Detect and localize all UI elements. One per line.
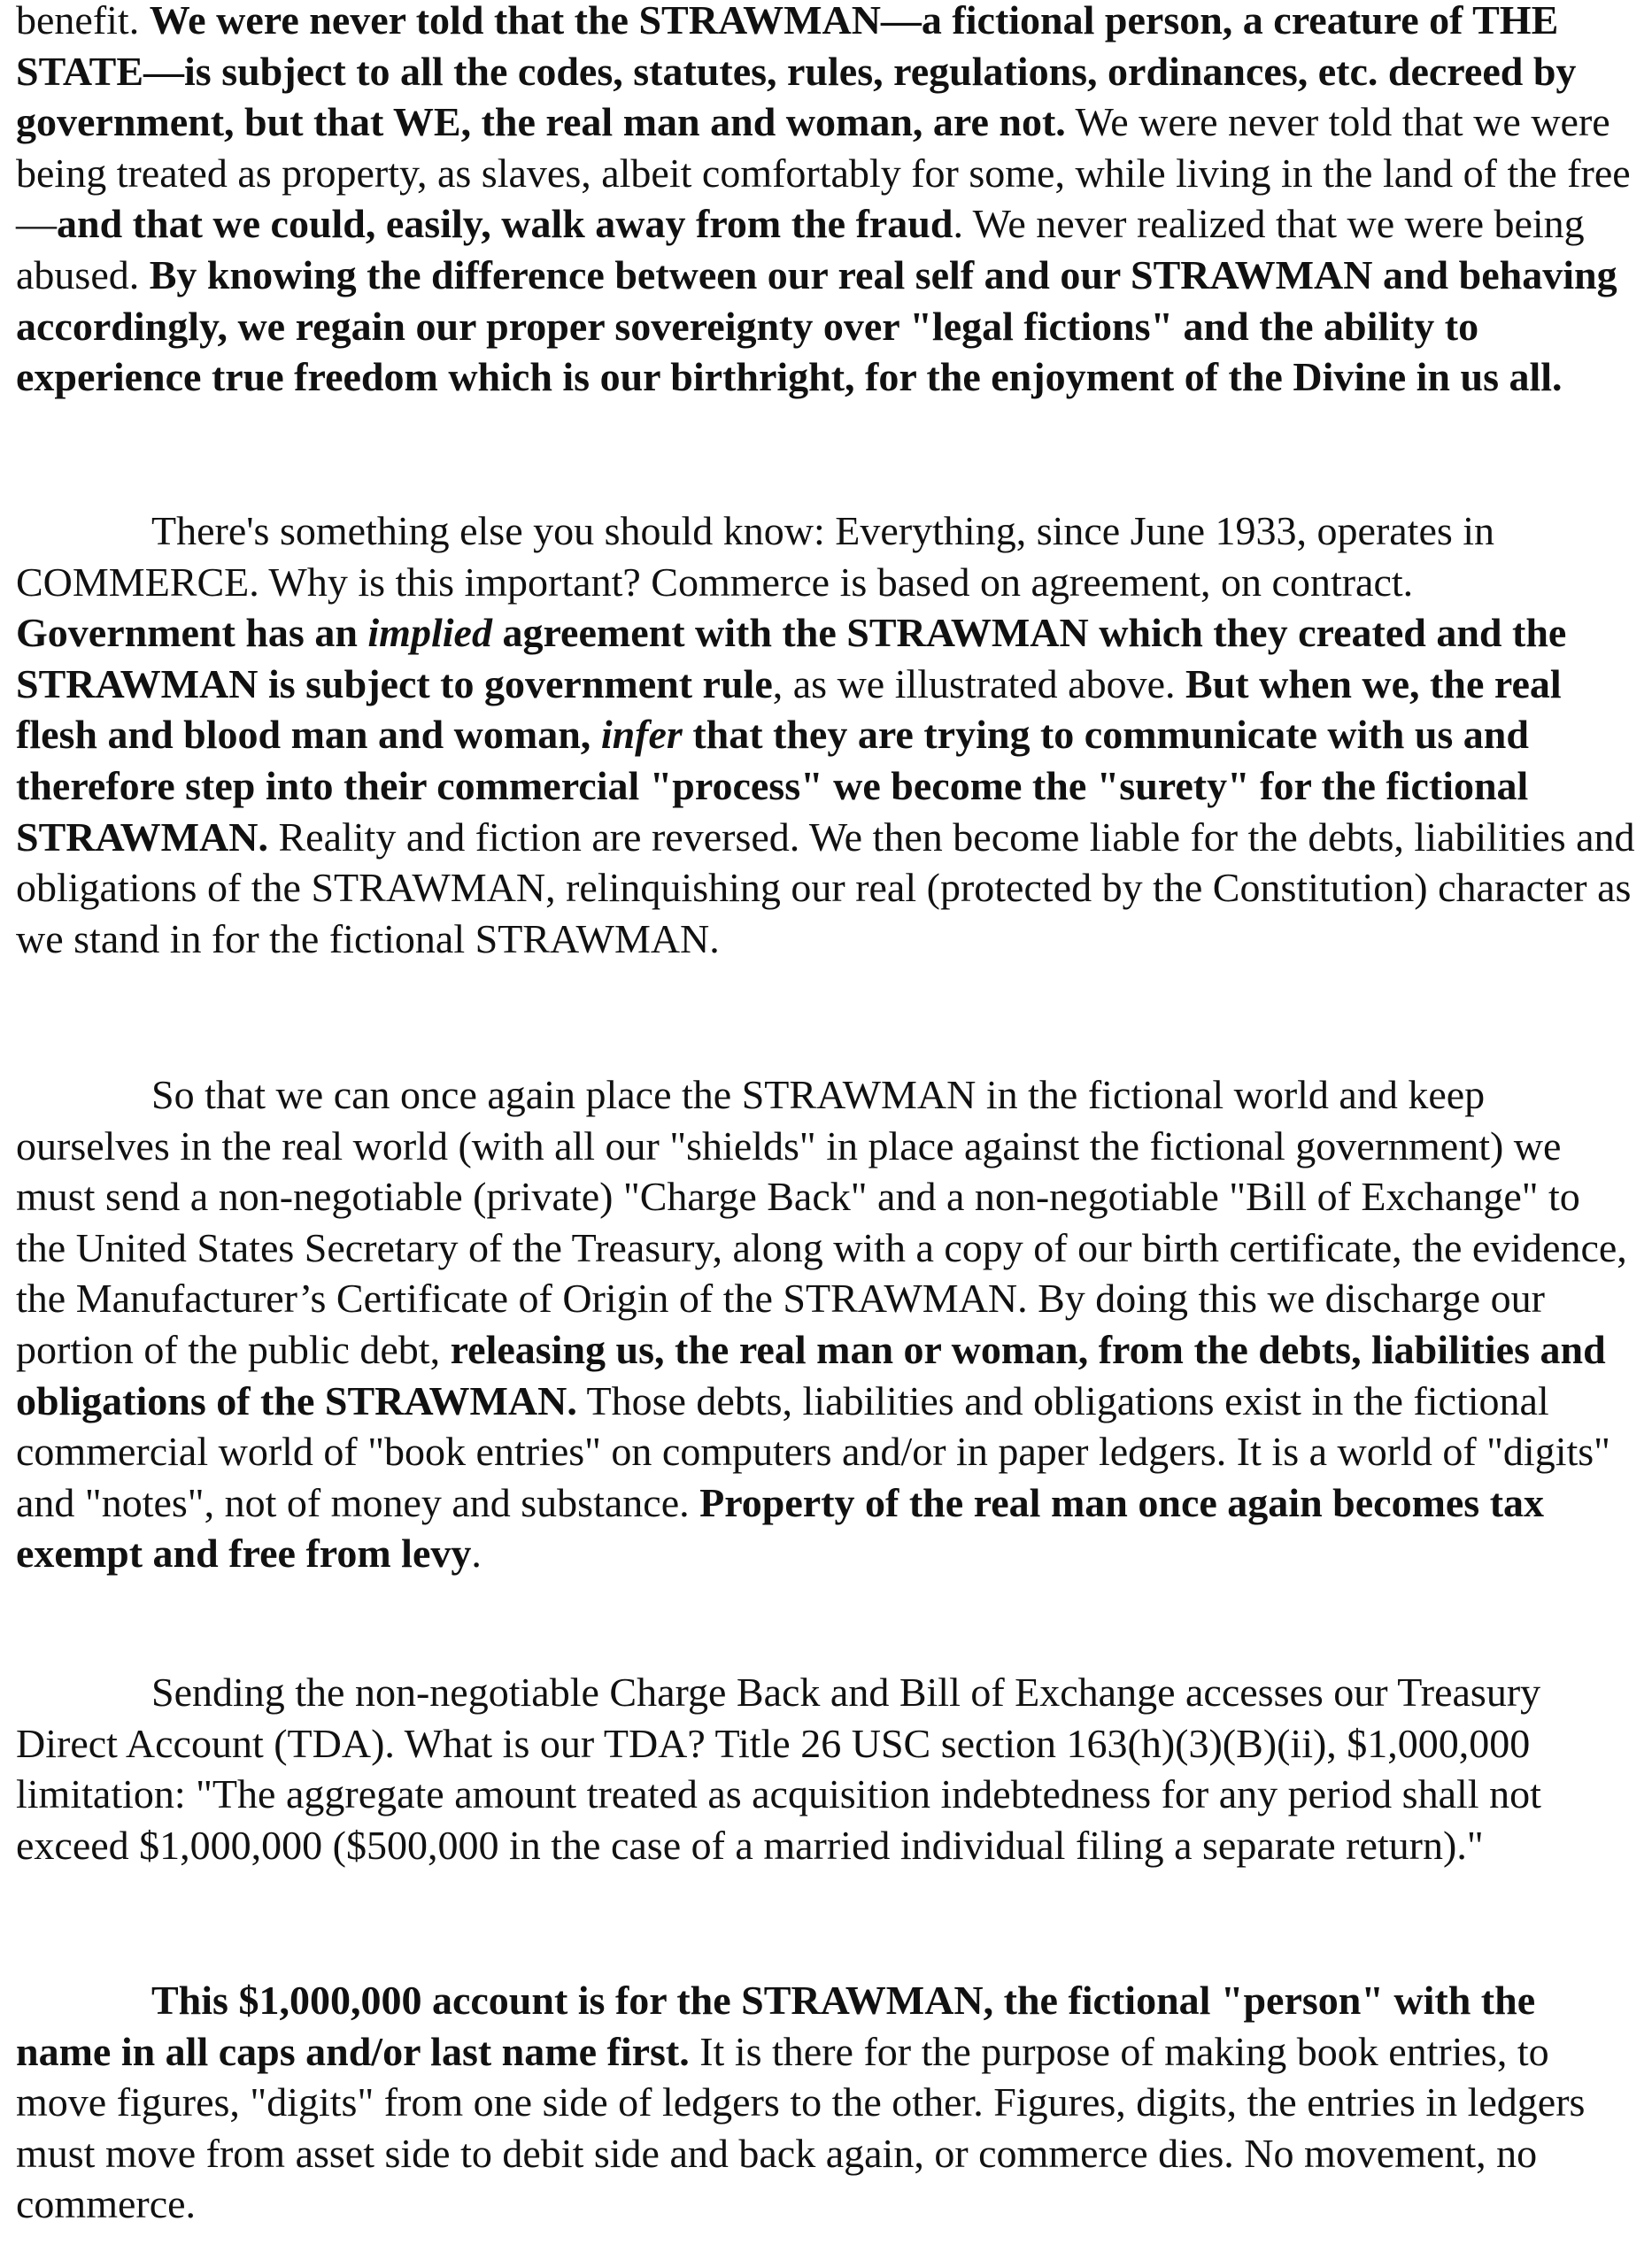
bold-italic-run: implied bbox=[367, 610, 492, 656]
text-run: . bbox=[471, 1531, 482, 1577]
paragraph-4 bbox=[16, 1667, 1636, 1870]
text-run: It is there for the purpose of making book entries, to move figures, "digits" from one side of ledgers to the other. Figures, digits, the entries in ledgers must move from asset side to debit side and back again, or commerce dies. No movement, no commerce. bbox=[16, 2028, 1586, 2227]
text-run: Reality and fiction are reversed. We then become liable for the debts, liabilities and obligations of the STRAWMAN, relinquishing our real (protected by the Constitution) character as we stand in for the fictional STRAWMAN. bbox=[16, 814, 1635, 961]
bold-run: agreement with the STRAWMAN which they created and the STRAWMAN is subject to government rule bbox=[16, 610, 1567, 706]
paragraph-2 bbox=[16, 505, 1636, 964]
text-run: We were never told that we were being treated as property, as slaves, albeit comfortably for some, while living in the land of the free— bbox=[16, 99, 1631, 247]
bold-run: By knowing the difference between our real self and our STRAWMAN and behaving accordingly, we regain our proper sovereignty over "legal fictions" and the ability to experience true freedom which is our birthright, for the enjoyment of the Divine in us all. bbox=[16, 251, 1617, 400]
text-run: There's something else you should know: Everything, since June 1933, operates in COMMERCE. Why is this important? Commerce is based on agreement, on contract. bbox=[16, 508, 1495, 605]
bold-run: and that we could, easily, walk away from the fraud bbox=[57, 201, 953, 247]
paragraph-5 bbox=[16, 1975, 1636, 2230]
bold-italic-run: infer bbox=[600, 712, 683, 758]
text-run: . We never realized that we were being abused. bbox=[16, 201, 1585, 297]
bold-run: releasing us, the real man or woman, from the debts, liabilities and obligations of the STRAWMAN. bbox=[16, 1326, 1606, 1423]
text-run: benefit. bbox=[16, 0, 150, 42]
paragraph-3 bbox=[16, 1069, 1636, 1579]
bold-run: But when we, the real flesh and blood man and woman, bbox=[16, 660, 1562, 758]
bold-run: that they are trying to communicate with us and therefore step into their commercial "process" we become the "surety" for the fictional STRAWMAN. bbox=[16, 712, 1529, 860]
text-run: Those debts, liabilities and obligations exist in the fictional commercial world of "book entries" on computers and/or in paper ledgers. It is a world of "digits" and "notes", not of money and substance. bbox=[16, 1377, 1610, 1525]
bold-run: Government has an bbox=[16, 610, 368, 656]
text-run: , as we illustrated above. bbox=[772, 660, 1186, 706]
bold-run: This $1,000,000 account is for the STRAWMAN, the fictional "person" with the name in all caps and/or last name first. bbox=[16, 1978, 1536, 2074]
text-run: So that we can once again place the STRAWMAN in the fictional world and keep ourselves in the real world (with all our "shields" in place against the fictional government) we must send a non-negotiable (private) "Charge Back" and a non-negotiable "Bill of Exchange" to the United States Secretary of the Treasury, along with a copy of our birth certificate, the evidence, the Manufacturer’s Certificate of Origin of the STRAWMAN. By doing this we discharge our portion of the public debt, bbox=[16, 1072, 1627, 1372]
text-run: Sending the non-negotiable Charge Back and Bill of Exchange accesses our Treasury Direct Account (TDA). What is our TDA? Title 26 USC section 163(h)(3)(B)(ii), $1,000,000 limitation: "The aggregate amount treated as acquisition indebtedness for any period shall not exceed $1,000,000 ($500,000 in the case of a married individual filing a separate return)." bbox=[16, 1670, 1541, 1868]
paragraph-1 bbox=[16, 0, 1636, 403]
bold-run: Property of the real man once again becomes tax exempt and free from levy bbox=[16, 1479, 1545, 1577]
bold-run: We were never told that the STRAWMAN—a fictional person, a creature of THE STATE—is subject to all the codes, statutes, rules, regulations, ordinances, etc. decreed by government, but that WE, the real man and woman, are not. bbox=[16, 0, 1577, 145]
